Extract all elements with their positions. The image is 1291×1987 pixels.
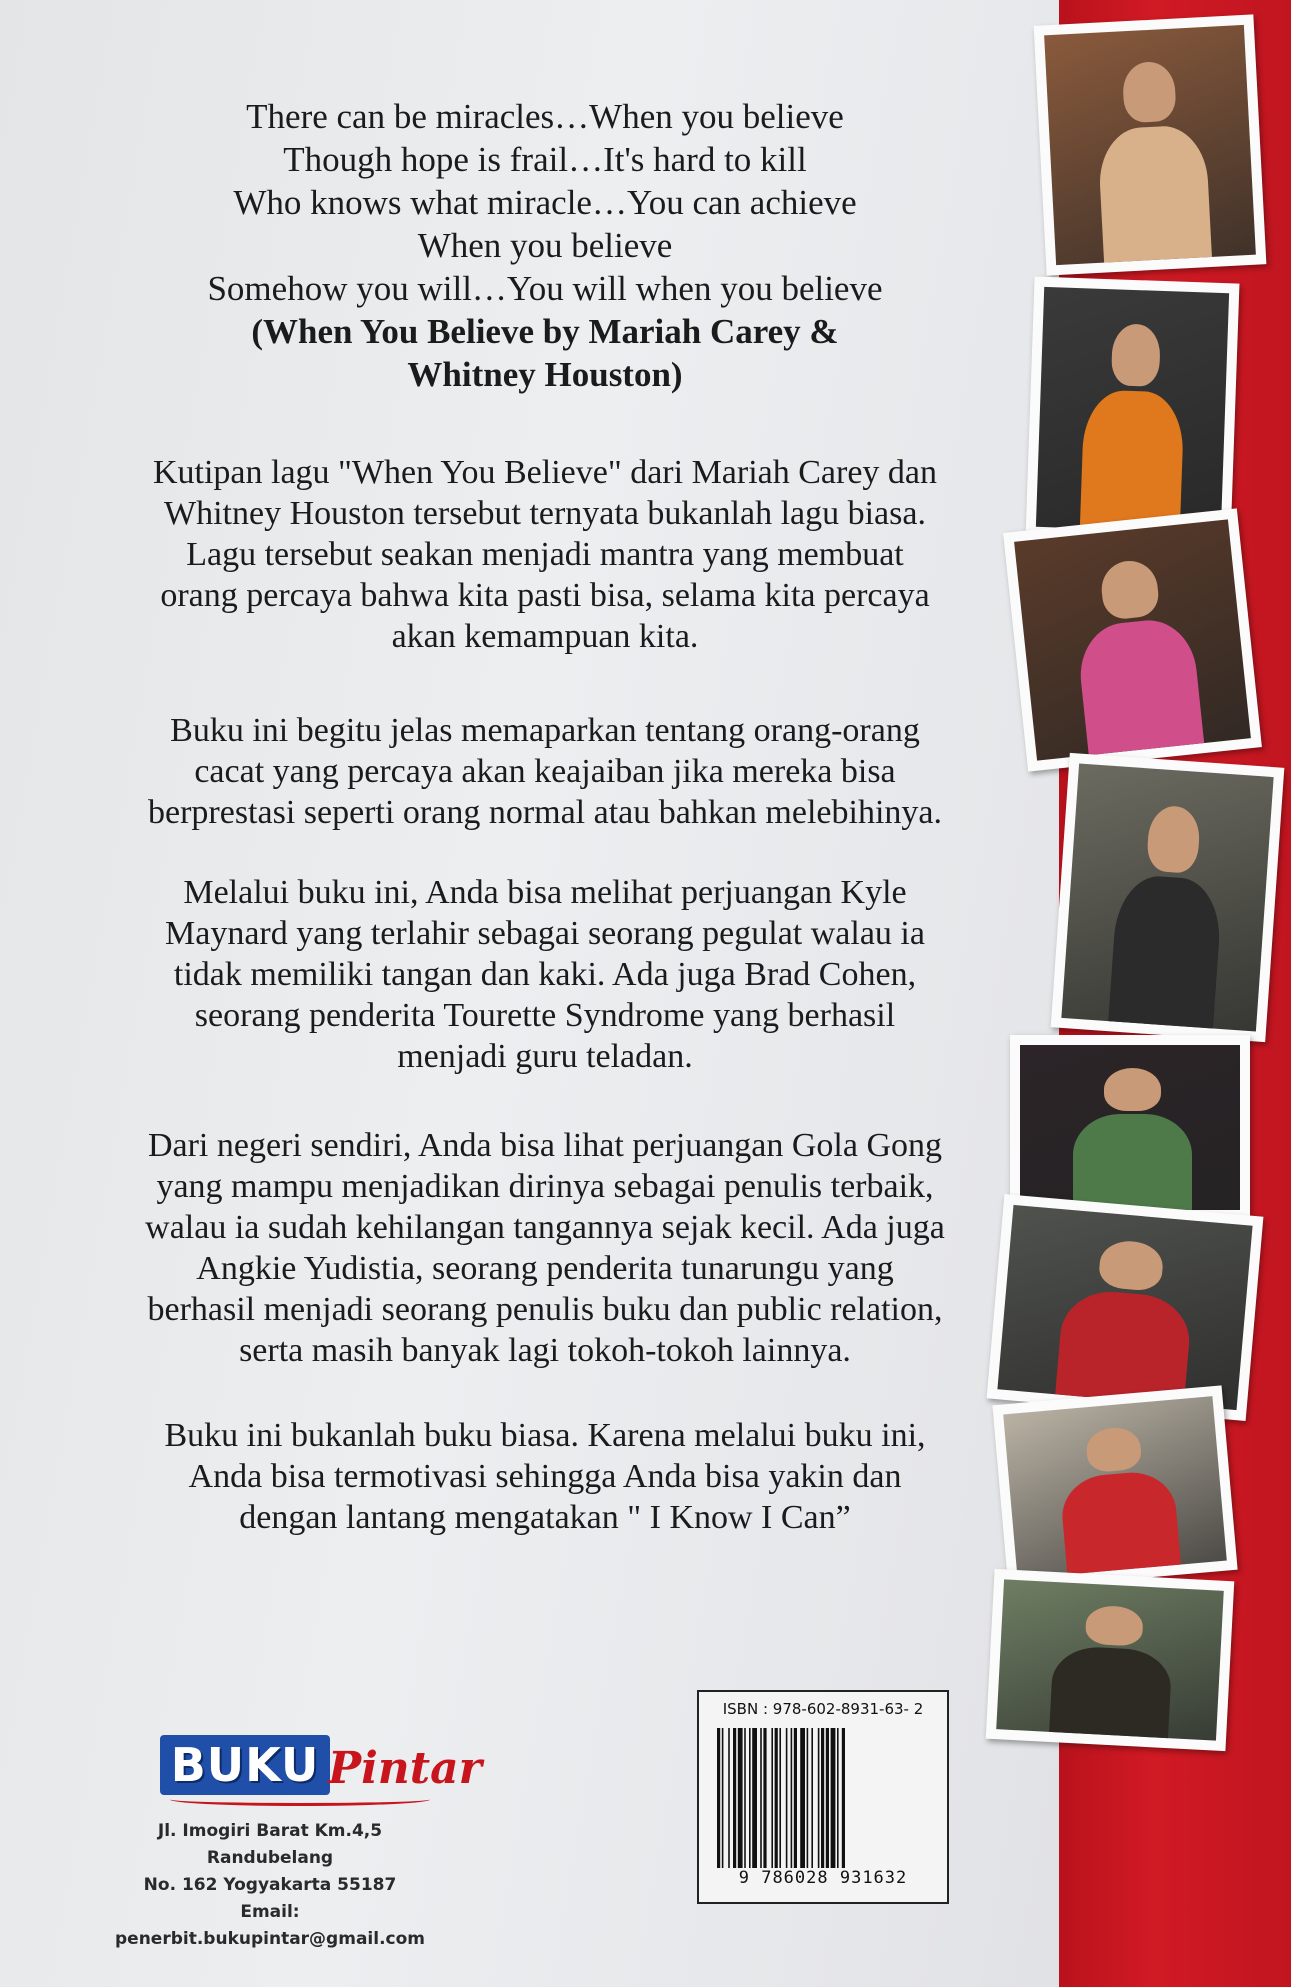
photo-elderly-man — [1034, 14, 1267, 275]
photo-football-team — [986, 1569, 1235, 1751]
barcode-bar — [749, 1728, 751, 1868]
paragraph-line: berprestasi seperti orang normal atau bahkan melebihinya. — [148, 794, 942, 831]
barcode-bar — [779, 1728, 781, 1868]
barcode-bar — [728, 1728, 730, 1868]
paragraph-line: Whitney Houston tersebut ternyata bukanlah lagu biasa. — [164, 495, 926, 532]
photo-athlete-prosthetic — [1051, 753, 1285, 1042]
photo-wheelchair-runner — [987, 1194, 1264, 1421]
song-lyrics — [80, 95, 1010, 396]
paragraph-line: Kutipan lagu "When You Believe" dari Mariah Carey dan — [152, 454, 938, 491]
barcode-bar — [717, 1728, 720, 1868]
barcode-bars — [717, 1728, 929, 1868]
paragraph-line: menjadi guru teladan. — [397, 1038, 693, 1075]
photo-boy-drummer — [992, 1385, 1237, 1589]
address-line: No. 162 Yogyakarta 55187 — [143, 1875, 397, 1895]
paragraph-line: walau ia sudah kehilangan tangannya sejak kecil. Ada juga — [145, 1209, 945, 1246]
photo-figure-head — [1098, 1239, 1164, 1292]
barcode-bar — [722, 1728, 724, 1868]
photo-girl-hijab-racer — [1003, 508, 1262, 771]
paragraph-line: serta masih banyak lagi tokoh-tokoh lainnya. — [239, 1332, 851, 1369]
paragraph-line: Melalui buku ini, Anda bisa melihat perjuangan Kyle — [183, 874, 907, 911]
barcode-bar — [763, 1728, 766, 1868]
paragraph-book-summary — [80, 710, 1010, 833]
paragraph-line: akan kemampuan kita. — [391, 618, 699, 655]
logo-wordmark: BUKU — [160, 1735, 330, 1795]
photo-figure-head — [1099, 558, 1161, 621]
photo-figure-head — [1111, 323, 1161, 387]
barcode-bar — [811, 1728, 813, 1868]
lyric-credit: (When You Believe by Mariah Carey & — [251, 312, 839, 351]
isbn-text: ISBN : 978-602-8931-63- 2 — [722, 1700, 924, 1718]
photo-figure-body — [1073, 1114, 1192, 1210]
photo-figure-head — [1104, 1068, 1161, 1111]
photo-figure-head — [1084, 1605, 1143, 1647]
address-line: Jl. Imogiri Barat Km.4,5 Randubelang — [157, 1821, 383, 1868]
paragraph-intro — [80, 452, 1010, 657]
publisher-logo — [160, 1735, 482, 1805]
photo-figure-head — [1085, 1426, 1143, 1473]
paragraph-line: Maynard yang terlahir sebagai seorang pegulat walau ia — [165, 915, 925, 952]
barcode-bar — [807, 1728, 809, 1868]
photo-figure-body — [1059, 1469, 1181, 1579]
paragraph-line: orang percaya bahwa kita pasti bisa, selama kita percaya — [160, 577, 930, 614]
paragraph-line: Anda bisa termotivasi sehingga Anda bisa yakin dan — [188, 1458, 902, 1495]
paragraph-line: Buku ini begitu jelas memaparkan tentang orang-orang — [170, 712, 920, 749]
paragraph-line: cacat yang percaya akan keajaiban jika mereka bisa — [194, 753, 896, 790]
barcode-bar — [821, 1728, 824, 1868]
barcode-bar — [826, 1728, 829, 1868]
publisher-address — [95, 1818, 445, 1953]
logo-script-text: Pintar — [328, 1743, 482, 1794]
paragraph-line: dengan lantang mengatakan " I Know I Can” — [239, 1499, 851, 1536]
photo-woman-orange-shirt — [1026, 277, 1240, 544]
photo-figure-head — [1146, 804, 1201, 874]
lyric-line: When you believe — [417, 226, 673, 265]
barcode-bar — [837, 1728, 839, 1868]
barcode-bar — [738, 1728, 743, 1868]
barcode-bar — [760, 1728, 762, 1868]
publisher-email: Email: penerbit.bukupintar@gmail.com — [115, 1902, 425, 1949]
barcode-bar — [786, 1728, 788, 1868]
paragraph-line: Lagu tersebut seakan menjadi mantra yang membuat — [186, 536, 904, 573]
barcode-bar — [752, 1728, 757, 1868]
barcode-bar — [831, 1728, 836, 1868]
paragraph-line: Buku ini bukanlah buku biasa. Karena melalui buku ini, — [164, 1417, 926, 1454]
barcode-bar — [791, 1728, 793, 1868]
photo-figure-body — [1075, 616, 1205, 760]
paragraph-closing — [80, 1415, 1010, 1538]
photo-figure-body — [1080, 389, 1185, 533]
barcode-bar — [744, 1728, 746, 1868]
isbn-barcode — [697, 1690, 949, 1904]
paragraph-line: Dari negeri sendiri, Anda bisa lihat perjuangan Gola Gong — [147, 1127, 943, 1164]
paragraph-line: seorang penderita Tourette Syndrome yang berhasil — [194, 997, 896, 1034]
barcode-bar — [800, 1728, 805, 1868]
photo-figure-body — [1107, 874, 1223, 1032]
barcode-bar — [842, 1728, 845, 1868]
paragraph-line: berhasil menjadi seorang penulis buku dan public relation, — [147, 1291, 943, 1328]
barcode-number: 9 786028 931632 — [738, 1868, 908, 1888]
barcode-bar — [771, 1728, 773, 1868]
barcode-bar — [794, 1728, 797, 1868]
lyric-credit: Whitney Houston) — [407, 355, 683, 394]
photo-figure-head — [1122, 61, 1177, 123]
lyric-line: Somehow you will…You will when you believe — [207, 269, 883, 308]
photo-figure-body — [1097, 124, 1212, 265]
paragraph-international-figures — [80, 872, 1010, 1077]
photo-man-green-shirt — [1010, 1035, 1250, 1220]
paragraph-line: yang mampu menjadikan dirinya sebagai penulis terbaik, — [156, 1168, 934, 1205]
lyric-line: Who knows what miracle…You can achieve — [233, 183, 857, 222]
barcode-bar — [733, 1728, 736, 1868]
photo-figure-body — [1049, 1645, 1173, 1741]
paragraph-local-figures — [80, 1125, 1010, 1371]
lyric-line: There can be miracles…When you believe — [246, 97, 844, 136]
lyric-line: Though hope is frail…It's hard to kill — [283, 140, 807, 179]
barcode-bar — [775, 1728, 778, 1868]
barcode-bar — [818, 1728, 820, 1868]
paragraph-line: tidak memiliki tangan dan kaki. Ada juga Brad Cohen, — [173, 956, 917, 993]
logo-swoosh — [170, 1793, 430, 1806]
paragraph-line: Angkie Yudistia, seorang penderita tunarungu yang — [196, 1250, 894, 1287]
